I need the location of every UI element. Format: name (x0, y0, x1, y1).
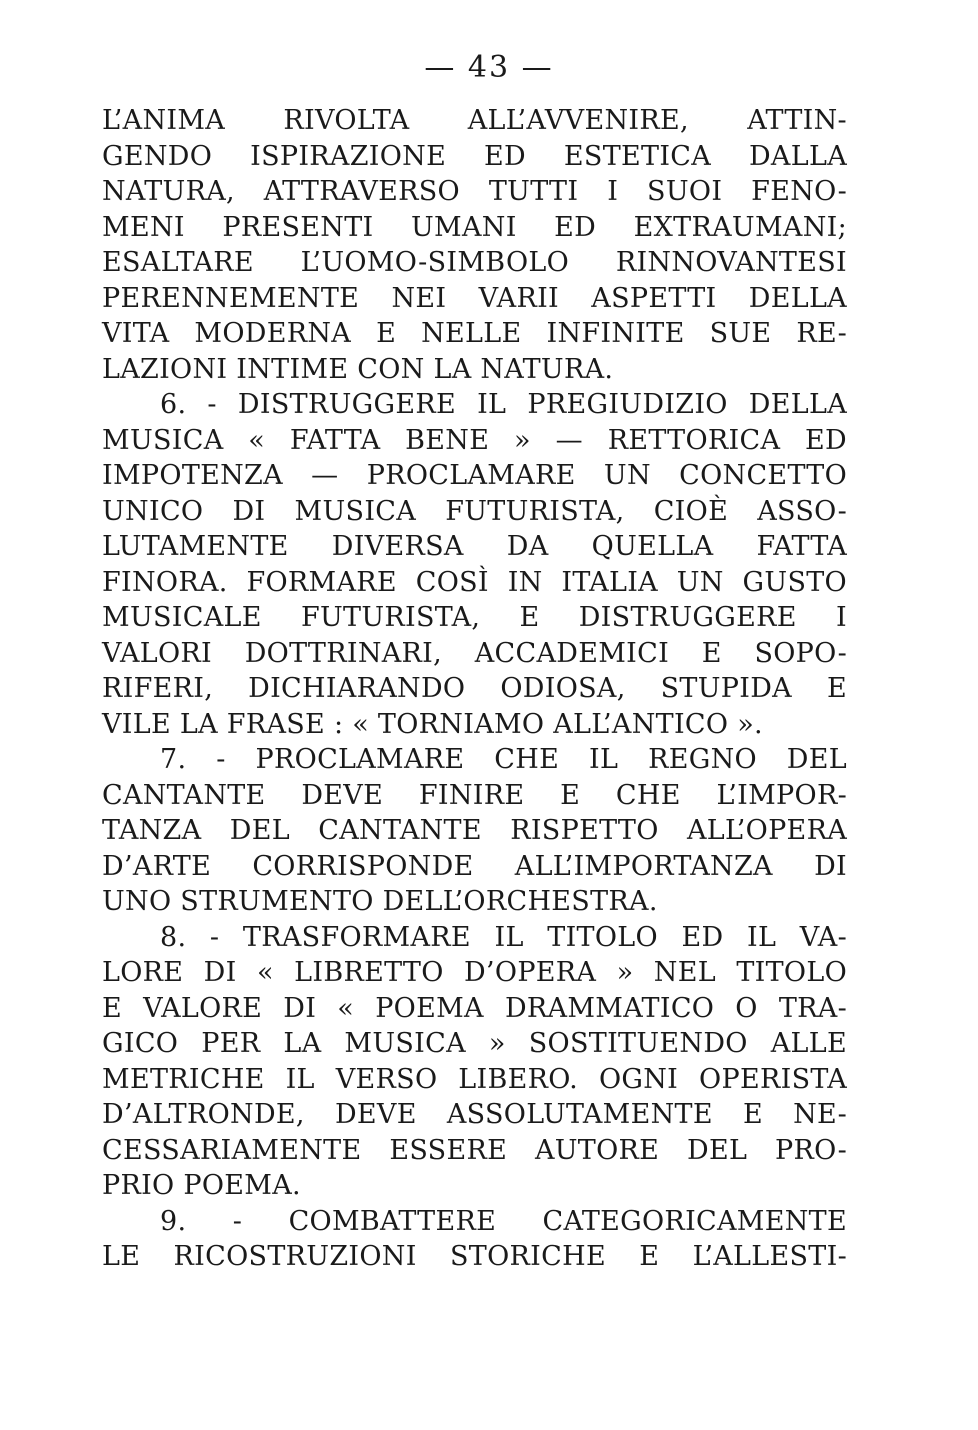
text-line: METRICHE IL VERSO LIBERO. OGNI OPERISTA (102, 1063, 847, 1095)
page-number: — 43 — (424, 50, 554, 85)
paragraph-9-first-line: 9. - COMBATTERE CATEGORICAMENTE (160, 1205, 847, 1237)
text-line: ESALTARE L’UOMO-SIMBOLO RINNOVANTESI (102, 247, 847, 278)
text-line: VILE LA FRASE : « TORNIAMO ALL’ANTICO ». (102, 708, 763, 740)
text-line: MENI PRESENTI UMANI ED EXTRAUMANI; (102, 211, 847, 243)
paragraph-8-first-line: 8. - TRASFORMARE IL TITOLO ED IL VA- (160, 921, 847, 953)
paragraph-7-first-line: 7. - PROCLAMARE CHE IL REGNO DEL (160, 744, 847, 775)
text-line: IMPOTENZA — PROCLAMARE UN CONCETTO (102, 460, 847, 491)
text-line: LUTAMENTE DIVERSA DA QUELLA FATTA (102, 531, 847, 562)
text-line: E VALORE DI « POEMA DRAMMATICO O TRA- (102, 992, 847, 1024)
text-line: UNO STRUMENTO DELL’ORCHESTRA. (102, 886, 658, 917)
text-line: TANZA DEL CANTANTE RISPETTO ALL’OPERA (102, 815, 847, 846)
text-line: PRIO POEMA. (102, 1170, 301, 1201)
text-line: RIFERI, DICHIARANDO ODIOSA, STUPIDA E (102, 673, 847, 704)
text-line: D’ALTRONDE, DEVE ASSOLUTAMENTE E NE- (102, 1099, 847, 1130)
text-line: D’ARTE CORRISPONDE ALL’IMPORTANZA DI (102, 850, 847, 882)
text-line: VITA MODERNA E NELLE INFINITE SUE RE- (102, 318, 847, 349)
text-line: MUSICA « FATTA BENE » — RETTORICA ED (102, 424, 847, 456)
text-line: UNICO DI MUSICA FUTURISTA, CIOÈ ASSO- (102, 495, 847, 527)
text-line: GICO PER LA MUSICA » SOSTITUENDO ALLE (102, 1028, 847, 1059)
text-line: L’ANIMA RIVOLTA ALL’AVVENIRE, ATTIN- (102, 105, 847, 136)
text-line: CESSARIAMENTE ESSERE AUTORE DEL PRO- (102, 1134, 847, 1166)
text-line: LE RICOSTRUZIONI STORICHE E L’ALLESTI- (102, 1241, 847, 1272)
text-line: NATURA, ATTRAVERSO TUTTI I SUOI FENO- (102, 176, 847, 207)
paragraph-6-first-line: 6. - DISTRUGGERE IL PREGIUDIZIO DELLA (160, 389, 847, 420)
text-line: MUSICALE FUTURISTA, E DISTRUGGERE I (102, 602, 847, 633)
body-text (102, 103, 847, 1275)
text-line: LORE DI « LIBRETTO D’OPERA » NEL TITOLO (102, 957, 847, 988)
text-line: GENDO ISPIRAZIONE ED ESTETICA DALLA (102, 140, 847, 172)
text-line: LAZIONI INTIME CON LA NATURA. (102, 353, 614, 385)
text-line: VALORI DOTTRINARI, ACCADEMICI E SOPO- (102, 637, 847, 669)
text-line: FINORA. FORMARE COSÌ IN ITALIA UN GUSTO (102, 566, 847, 598)
text-line: CANTANTE DEVE FINIRE E CHE L’IMPOR- (102, 779, 847, 811)
text-line: PERENNEMENTE NEI VARII ASPETTI DELLA (102, 282, 847, 314)
